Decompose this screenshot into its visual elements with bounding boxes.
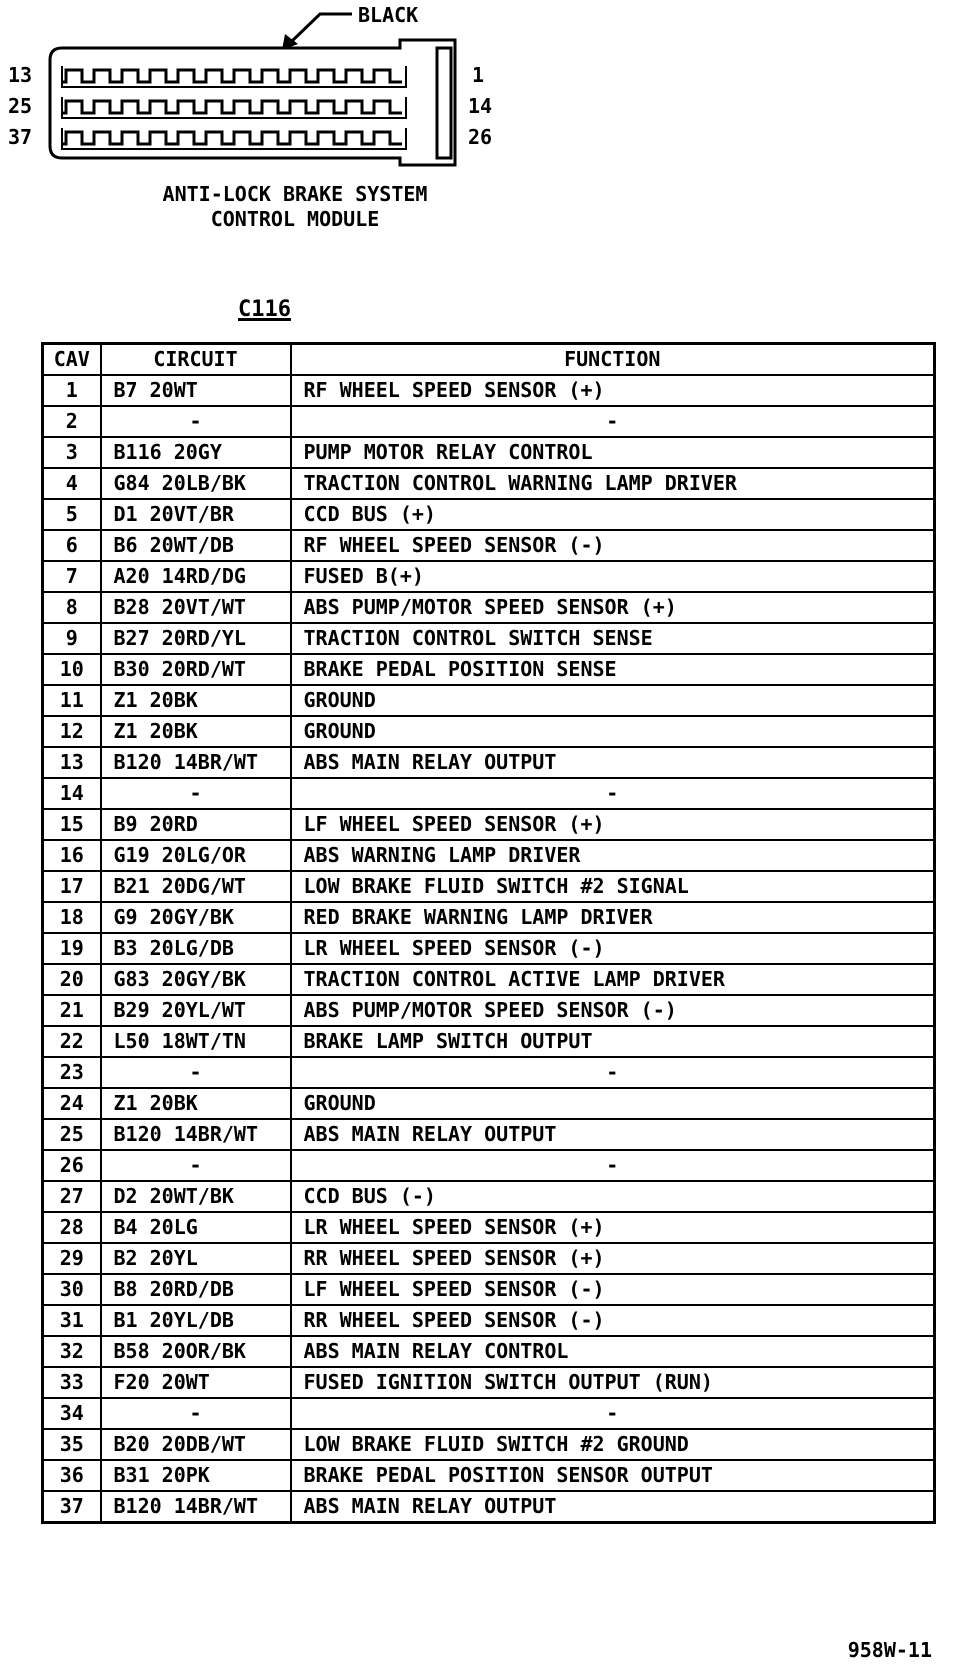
circuit-cell: B28 20VT/WT (101, 592, 291, 623)
table-row (43, 468, 935, 499)
circuit-cell: G19 20LG/OR (101, 840, 291, 871)
table-row (43, 1367, 935, 1398)
function-cell: ABS PUMP/MOTOR SPEED SENSOR (-) (291, 995, 935, 1026)
header-cav: CAV (43, 344, 101, 376)
circuit-cell: G9 20GY/BK (101, 902, 291, 933)
table-body (43, 375, 935, 1523)
table-row (43, 1150, 935, 1181)
function-cell: - (291, 1150, 935, 1181)
table-header-row (43, 344, 935, 376)
table-row (43, 685, 935, 716)
circuit-cell: A20 14RD/DG (101, 561, 291, 592)
function-cell: GROUND (291, 685, 935, 716)
function-cell: RR WHEEL SPEED SENSOR (-) (291, 1305, 935, 1336)
pin-label-left-3: 37 (8, 125, 33, 149)
table-row (43, 1119, 935, 1150)
circuit-cell: B8 20RD/DB (101, 1274, 291, 1305)
function-cell: BRAKE PEDAL POSITION SENSOR OUTPUT (291, 1460, 935, 1491)
cav-cell: 28 (43, 1212, 101, 1243)
function-cell: RED BRAKE WARNING LAMP DRIVER (291, 902, 935, 933)
circuit-cell: Z1 20BK (101, 685, 291, 716)
cav-cell: 14 (43, 778, 101, 809)
function-cell: - (291, 778, 935, 809)
circuit-cell: - (101, 406, 291, 437)
circuit-cell: B7 20WT (101, 375, 291, 406)
function-cell: BRAKE LAMP SWITCH OUTPUT (291, 1026, 935, 1057)
table-row (43, 840, 935, 871)
cav-cell: 26 (43, 1150, 101, 1181)
cav-cell: 15 (43, 809, 101, 840)
circuit-cell: B4 20LG (101, 1212, 291, 1243)
function-cell: ABS WARNING LAMP DRIVER (291, 840, 935, 871)
pin-label-right-3: 26 (468, 125, 493, 149)
table-row (43, 1274, 935, 1305)
circuit-cell: B6 20WT/DB (101, 530, 291, 561)
table-row (43, 623, 935, 654)
circuit-cell: F20 20WT (101, 1367, 291, 1398)
circuit-cell: D2 20WT/BK (101, 1181, 291, 1212)
function-cell: FUSED IGNITION SWITCH OUTPUT (RUN) (291, 1367, 935, 1398)
pin-label-right-1: 1 (472, 63, 485, 87)
circuit-cell: B120 14BR/WT (101, 747, 291, 778)
circuit-cell: B31 20PK (101, 1460, 291, 1491)
cav-cell: 20 (43, 964, 101, 995)
cav-cell: 6 (43, 530, 101, 561)
connector-color-label: BLACK (358, 3, 419, 27)
circuit-cell: B120 14BR/WT (101, 1491, 291, 1523)
table-row (43, 902, 935, 933)
function-cell: CCD BUS (-) (291, 1181, 935, 1212)
cav-cell: 29 (43, 1243, 101, 1274)
cav-cell: 3 (43, 437, 101, 468)
header-circuit: CIRCUIT (101, 344, 291, 376)
circuit-cell: L50 18WT/TN (101, 1026, 291, 1057)
cav-cell: 30 (43, 1274, 101, 1305)
cav-cell: 31 (43, 1305, 101, 1336)
circuit-cell: B27 20RD/YL (101, 623, 291, 654)
function-cell: ABS MAIN RELAY OUTPUT (291, 747, 935, 778)
cav-cell: 19 (43, 933, 101, 964)
module-name-line2: CONTROL MODULE (210, 207, 380, 231)
table-row (43, 964, 935, 995)
function-cell: GROUND (291, 716, 935, 747)
table-row (43, 871, 935, 902)
connector-latch (437, 48, 451, 158)
table-row (43, 1057, 935, 1088)
circuit-cell: B3 20LG/DB (101, 933, 291, 964)
function-cell: TRACTION CONTROL SWITCH SENSE (291, 623, 935, 654)
cav-cell: 10 (43, 654, 101, 685)
table-row (43, 499, 935, 530)
table-row (43, 1243, 935, 1274)
table-row (43, 592, 935, 623)
cav-cell: 37 (43, 1491, 101, 1523)
circuit-cell: B30 20RD/WT (101, 654, 291, 685)
table-row (43, 437, 935, 468)
function-cell: ABS MAIN RELAY CONTROL (291, 1336, 935, 1367)
table-row (43, 375, 935, 406)
function-cell: CCD BUS (+) (291, 499, 935, 530)
circuit-cell: B58 20OR/BK (101, 1336, 291, 1367)
function-cell: LF WHEEL SPEED SENSOR (-) (291, 1274, 935, 1305)
function-cell: RF WHEEL SPEED SENSOR (+) (291, 375, 935, 406)
table-row (43, 933, 935, 964)
function-cell: FUSED B(+) (291, 561, 935, 592)
table-row (43, 995, 935, 1026)
function-cell: LOW BRAKE FLUID SWITCH #2 GROUND (291, 1429, 935, 1460)
pin-label-right-2: 14 (468, 94, 493, 118)
function-cell: TRACTION CONTROL ACTIVE LAMP DRIVER (291, 964, 935, 995)
function-cell: - (291, 406, 935, 437)
function-cell: - (291, 1057, 935, 1088)
cav-cell: 27 (43, 1181, 101, 1212)
circuit-cell: - (101, 1057, 291, 1088)
cav-cell: 2 (43, 406, 101, 437)
table-row (43, 1336, 935, 1367)
table-row (43, 1212, 935, 1243)
connector-id: C116 (238, 297, 291, 322)
cav-cell: 9 (43, 623, 101, 654)
function-cell: LR WHEEL SPEED SENSOR (+) (291, 1212, 935, 1243)
table-row (43, 1181, 935, 1212)
function-cell: - (291, 1398, 935, 1429)
function-cell: GROUND (291, 1088, 935, 1119)
table-row (43, 1491, 935, 1523)
table-row (43, 1305, 935, 1336)
table-row (43, 747, 935, 778)
header-function: FUNCTION (291, 344, 935, 376)
cav-cell: 7 (43, 561, 101, 592)
table-row (43, 654, 935, 685)
cav-cell: 21 (43, 995, 101, 1026)
function-cell: ABS MAIN RELAY OUTPUT (291, 1491, 935, 1523)
circuit-cell: B21 20DG/WT (101, 871, 291, 902)
table-row (43, 1429, 935, 1460)
table-row (43, 530, 935, 561)
cav-cell: 11 (43, 685, 101, 716)
function-cell: PUMP MOTOR RELAY CONTROL (291, 437, 935, 468)
cav-cell: 25 (43, 1119, 101, 1150)
table-row (43, 716, 935, 747)
table-row (43, 1398, 935, 1429)
cav-cell: 32 (43, 1336, 101, 1367)
cav-cell: 22 (43, 1026, 101, 1057)
table-row (43, 1088, 935, 1119)
function-cell: RF WHEEL SPEED SENSOR (-) (291, 530, 935, 561)
module-name-line1: ANTI-LOCK BRAKE SYSTEM (162, 182, 428, 206)
table-row (43, 778, 935, 809)
cav-cell: 18 (43, 902, 101, 933)
function-cell: TRACTION CONTROL WARNING LAMP DRIVER (291, 468, 935, 499)
circuit-cell: B120 14BR/WT (101, 1119, 291, 1150)
cav-cell: 16 (43, 840, 101, 871)
cav-cell: 12 (43, 716, 101, 747)
function-cell: LR WHEEL SPEED SENSOR (-) (291, 933, 935, 964)
color-leader-line (290, 14, 352, 43)
function-cell: ABS PUMP/MOTOR SPEED SENSOR (+) (291, 592, 935, 623)
function-cell: RR WHEEL SPEED SENSOR (+) (291, 1243, 935, 1274)
function-cell: BRAKE PEDAL POSITION SENSE (291, 654, 935, 685)
table-row (43, 561, 935, 592)
pin-label-left-2: 25 (8, 94, 33, 118)
circuit-cell: Z1 20BK (101, 716, 291, 747)
cav-cell: 5 (43, 499, 101, 530)
cav-cell: 35 (43, 1429, 101, 1460)
circuit-cell: G83 20GY/BK (101, 964, 291, 995)
figure-id: 958W-11 (847, 1638, 932, 1662)
table-row (43, 809, 935, 840)
circuit-cell: G84 20LB/BK (101, 468, 291, 499)
cav-cell: 36 (43, 1460, 101, 1491)
function-cell: LOW BRAKE FLUID SWITCH #2 SIGNAL (291, 871, 935, 902)
table-row (43, 406, 935, 437)
circuit-cell: - (101, 778, 291, 809)
circuit-cell: B9 20RD (101, 809, 291, 840)
table-row (43, 1026, 935, 1057)
circuit-cell: - (101, 1150, 291, 1181)
cavity-table (41, 342, 936, 1524)
circuit-cell: B1 20YL/DB (101, 1305, 291, 1336)
function-cell: LF WHEEL SPEED SENSOR (+) (291, 809, 935, 840)
pin-label-left-1: 13 (8, 63, 33, 87)
function-cell: ABS MAIN RELAY OUTPUT (291, 1119, 935, 1150)
circuit-cell: B2 20YL (101, 1243, 291, 1274)
cav-cell: 34 (43, 1398, 101, 1429)
circuit-cell: D1 20VT/BR (101, 499, 291, 530)
circuit-cell: B20 20DB/WT (101, 1429, 291, 1460)
circuit-cell: B116 20GY (101, 437, 291, 468)
cav-cell: 23 (43, 1057, 101, 1088)
cav-cell: 1 (43, 375, 101, 406)
cav-cell: 4 (43, 468, 101, 499)
cav-cell: 33 (43, 1367, 101, 1398)
cav-cell: 8 (43, 592, 101, 623)
cav-cell: 17 (43, 871, 101, 902)
table-row (43, 1460, 935, 1491)
circuit-cell: B29 20YL/WT (101, 995, 291, 1026)
circuit-cell: Z1 20BK (101, 1088, 291, 1119)
circuit-cell: - (101, 1398, 291, 1429)
cav-cell: 24 (43, 1088, 101, 1119)
cav-cell: 13 (43, 747, 101, 778)
